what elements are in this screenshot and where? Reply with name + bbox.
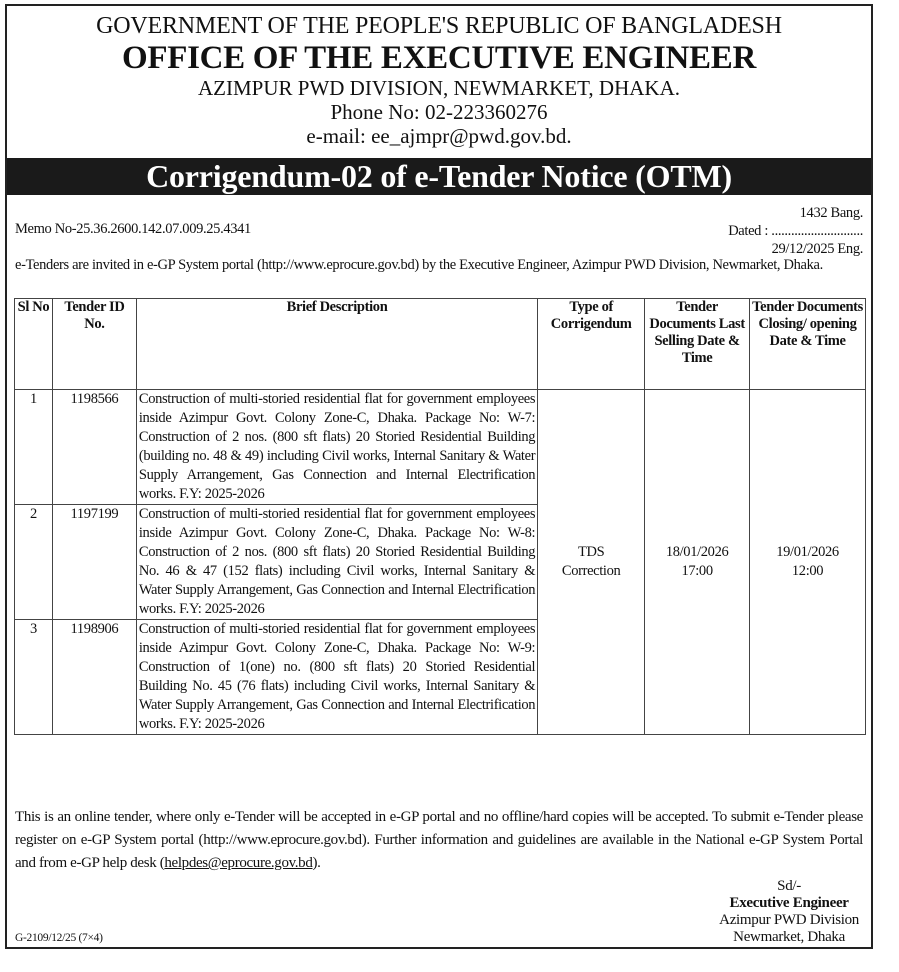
phone: Phone No: 02-223360276 (330, 100, 548, 124)
col-description: Brief Description (136, 299, 537, 390)
notice-frame (5, 4, 873, 949)
publication-code: G-2109/12/25 (7×4) (15, 932, 103, 944)
signatory-title: Executive Engineer (729, 895, 849, 911)
description: Construction of multi-storied residential flat for government employees inside Azimpur Govt. Colony Zone-C, Dhaka. Package No: W-9: Construction of 1(one) no. (800 sft flats) 20 Storied Residential Building No. 45 (76 flats) including Civil works, Internal Sanitary & Water Supply Arrangement, Gas Connection and Internal Electrification works. F.Y: 2025-2026 (136, 620, 537, 735)
letterhead (7, 12, 871, 148)
description: Construction of multi-storied residential flat for government employees inside Azimpur Govt. Colony Zone-C, Dhaka. Package No: W-7: Construction of 2 nos. (800 sft flats) 20 Storied Residential Building (building no. 48 & 49) including Civil works, Internal Sanitary & Water Supply Arrangement, Gas Connection and Internal Electrification works. F.Y: 2025-2026 (136, 390, 537, 505)
last-selling (645, 390, 750, 735)
division-address: AZIMPUR PWD DIVISION, NEWMARKET, DHAKA. (198, 76, 680, 100)
type-line2: Correction (561, 563, 621, 579)
col-tender-id: Tender ID No. (52, 299, 136, 390)
memo-number: Memo No-25.36.2600.142.07.009.25.4341 (15, 221, 251, 237)
date-bangla: 1432 Bang. (799, 205, 863, 221)
closing-opening (750, 390, 866, 735)
tender-id: 1198906 (52, 620, 136, 735)
intro-text: e-Tenders are invited in e-GP System portal (http://www.eprocure.gov.bd) by the Executive Engineer, Azimpur PWD Division, Newmarket, Dhaka. (15, 257, 823, 273)
col-type: Type of Corrigendum (538, 299, 645, 390)
tender-id: 1198566 (52, 390, 136, 505)
col-last-selling: Tender Documents Last Selling Date & Time (645, 299, 750, 390)
signed: Sd/- (777, 878, 801, 894)
corrigendum-type (538, 390, 645, 735)
online-tender-note (15, 806, 863, 875)
signatory-location: Newmarket, Dhaka (733, 929, 845, 945)
sl: 2 (15, 505, 53, 620)
signature-block (719, 878, 859, 946)
dated: Dated : ............................ (728, 223, 863, 239)
date-english: 29/12/2025 Eng. (771, 241, 863, 257)
col-sl: Sl No (15, 299, 53, 390)
note-end: ). (312, 855, 321, 871)
sl: 1 (15, 390, 53, 505)
sell-date: 18/01/2026 (665, 544, 729, 560)
office-title: OFFICE OF THE EXECUTIVE ENGINEER (121, 40, 756, 76)
col-closing: Tender Documents Closing/ opening Date & Time (750, 299, 866, 390)
type-line1: TDS (577, 544, 605, 560)
table-header-row (15, 299, 866, 390)
helpdesk-email-link[interactable]: helpdes@eprocure.gov.bd (164, 855, 313, 871)
government-title: GOVERNMENT OF THE PEOPLE'S REPUBLIC OF BANGLADESH (96, 13, 782, 39)
table-row (15, 390, 866, 505)
tender-table (14, 298, 866, 735)
description: Construction of multi-storied residential flat for government employees inside Azimpur Govt. Colony Zone-C, Dhaka. Package No: W-8: Construction of 2 nos. (800 sft flats) 20 Storied Residential Building No. 46 & 47 (152 flats) including Civil works, Internal Sanitary & Water Supply Arrangement, Gas Connection and Internal Electrification works. F.Y: 2025-2026 (136, 505, 537, 620)
email: e-mail: ee_ajmpr@pwd.gov.bd. (306, 124, 572, 148)
notice-title-banner: Corrigendum-02 of e-Tender Notice (OTM) (7, 158, 871, 195)
note-text: This is an online tender, where only e-Tender will be accepted in e-GP portal and no offline/hard copies will be accepted. To submit e-Tender please register on e-GP System portal (http://www.eprocure.gov.bd). Further information and guidelines are available in the National e-GP System Portal and from e-GP help desk ( (15, 809, 863, 871)
signatory-division: Azimpur PWD Division (719, 912, 859, 928)
tender-id: 1197199 (52, 505, 136, 620)
close-date: 19/01/2026 (776, 544, 839, 560)
sell-time: 17:00 (681, 563, 713, 579)
close-time: 12:00 (791, 563, 824, 579)
sl: 3 (15, 620, 53, 735)
date-block (728, 204, 863, 258)
